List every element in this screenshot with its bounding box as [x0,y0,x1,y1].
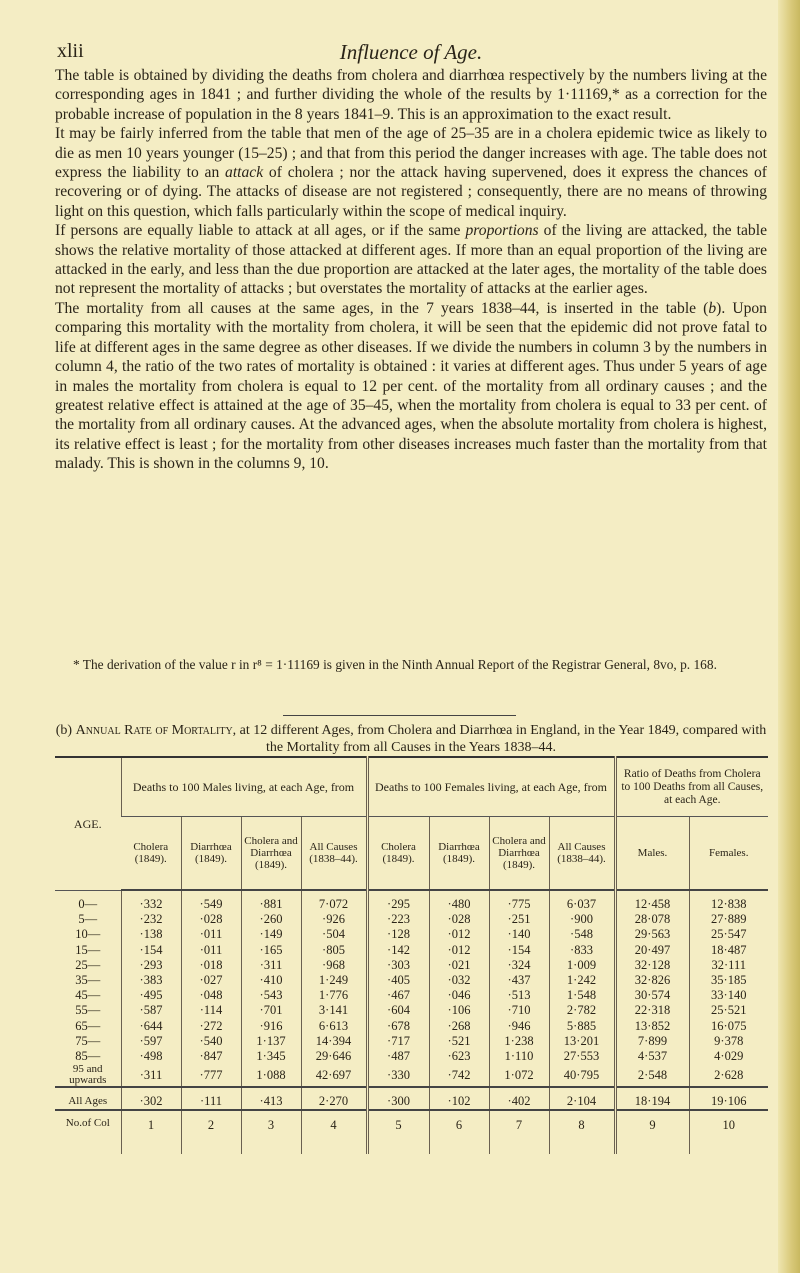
text: The mortality from all causes at the same ages, in the 7 years 1838–44, is inserted in the table ( [55,299,709,317]
paragraph-2 [55,124,767,221]
column-header: Diarrhœa (1849). [429,817,489,891]
table-cell: ·048 [181,988,241,1003]
table-cell: ·012 [429,943,489,958]
table-cell: ·467 [367,988,429,1003]
row-label: No.of Col [55,1110,121,1154]
table-cell: ·311 [241,958,301,973]
table-cell: 29·646 [301,1049,367,1064]
table-cell: 1·249 [301,973,367,988]
table-cell: 30·574 [615,988,689,1003]
table-cell: ·018 [181,958,241,973]
table-cell: ·295 [367,890,429,912]
table-cell: ·710 [489,1003,549,1018]
table-cell: 1·242 [549,973,615,988]
table-cell: ·324 [489,958,549,973]
table-cell: ·805 [301,943,367,958]
table-cell: ·717 [367,1034,429,1049]
table-cell: ·410 [241,973,301,988]
row-label: 0— [78,896,98,911]
table-row [55,1019,768,1034]
table-cell: ·165 [241,943,301,958]
table-cell: ·900 [549,912,615,927]
table-cell: 18·194 [615,1087,689,1110]
table-cell: ·302 [121,1087,181,1110]
table-cell: ·437 [489,973,549,988]
table-row [55,958,768,973]
table-cell: 29·563 [615,927,689,942]
table-row [55,1049,768,1064]
table-cell: ·487 [367,1049,429,1064]
table-cell: 33·140 [689,988,768,1003]
table-cell: 9 [615,1110,689,1154]
table-cell: 20·497 [615,943,689,958]
table-cell: 7 [489,1110,549,1154]
table-caption [55,722,767,756]
table-cell: 7·899 [615,1034,689,1049]
table-cell: ·413 [241,1087,301,1110]
table-cell: ·513 [489,988,549,1003]
text: of cholera ; nor the attack having supervened, does it express the chances of recovering or of dying. The attacks of disease are not registered ; consequently, there are no means of throwing light on this question, which falls particularly within the scope of medical inquiry. [55,164,767,220]
table-cell: ·540 [181,1034,241,1049]
table-row [55,1034,768,1049]
table-cell: 13·201 [549,1034,615,1049]
table-cell: 12·838 [689,890,768,912]
table-cell: ·701 [241,1003,301,1018]
table-cell: 1·345 [241,1049,301,1064]
table-cell: 2·270 [301,1087,367,1110]
mortality-table [55,756,768,1154]
table-cell: ·011 [181,943,241,958]
table-cell: ·128 [367,927,429,942]
table-cell: 32·111 [689,958,768,973]
table-cell: 35·185 [689,973,768,988]
text: ). Upon comparing this mortality with the mortality from cholera, it will be seen that the epidemic did not prove fatal to life at different ages in the same degree as other diseases. If we divide the numbers in column 3 by the numbers in column 4, the ratio of the two rates of mortality is obtained : it varies at different ages. Thus under 5 years of age in males the mortality from cholera is equal to 12 per cent. of the mortality from all ordinary causes ; and the greatest relative effect is attained at the age of 35–45, when the mortality from cholera is equal to 33 per cent. of the mortality from all ordinary causes. At the advanced ages, when the absolute mortality from cholera is highest, its relative effect is least ; for the mortality from other diseases increases much faster than the mortality from that malady. This is shown in the columns 9, 10. [55,299,767,473]
table-cell: ·149 [241,927,301,942]
footnote-text: * The derivation of the value r in r⁸ = 1·11169 is given in the Ninth Annual Report of the Registrar General, 8vo, p. 168. [73,657,717,672]
row-label: 45— [75,988,101,1003]
table-row [55,973,768,988]
text: It may be fairly inferred from the table that men of the age of 25–35 are in a cholera epidemic twice as likely to die as men 10 years younger (15–25) ; and that from this period the danger increases with age. The table does not express the liability to an [55,125,767,182]
table-cell: 28·078 [615,912,689,927]
row-label: 55— [75,1003,101,1018]
table-cell: ·303 [367,958,429,973]
text: If persons are equally liable to attack at all ages, or if the same [55,222,466,240]
table-cell: 12·458 [615,890,689,912]
group-males-header: Deaths to 100 Males living, at each Age, from [121,757,367,817]
table-row [55,890,768,912]
row-label: 95 and upwards [69,1063,107,1087]
table-cell: 27·553 [549,1049,615,1064]
table-cell: 25·547 [689,927,768,942]
table-cell: 2 [181,1110,241,1154]
all-ages-row [55,1087,768,1110]
table-cell: ·604 [367,1003,429,1018]
table-cell: ·142 [367,943,429,958]
table-cell: ·587 [121,1003,181,1018]
body-text [55,66,767,474]
table-cell: ·597 [121,1034,181,1049]
table-cell: 18·487 [689,943,768,958]
table-cell: ·495 [121,988,181,1003]
table-cell: ·405 [367,973,429,988]
table-cell: ·549 [181,890,241,912]
table-cell: ·926 [301,912,367,927]
column-header: Cholera and Diarrhœa (1849). [241,817,301,891]
table-cell: ·775 [489,890,549,912]
row-label: 15— [75,942,101,957]
table-cell: 25·521 [689,1003,768,1018]
table-cell: ·504 [301,927,367,942]
column-header: Females. [689,817,768,891]
table-cell: 40·795 [549,1064,615,1087]
column-header: All Causes (1838–44). [301,817,367,891]
table-cell: ·678 [367,1019,429,1034]
table-cell: 2·548 [615,1064,689,1087]
table-cell: ·916 [241,1019,301,1034]
table-cell: 5 [367,1110,429,1154]
table-cell: ·251 [489,912,549,927]
column-header: Males. [615,817,689,891]
table-cell: 1·072 [489,1064,549,1087]
table-cell: 1 [121,1110,181,1154]
table-cell: ·012 [429,927,489,942]
table-cell: ·881 [241,890,301,912]
table-cell: ·027 [181,973,241,988]
table-cell: ·543 [241,988,301,1003]
table-cell: ·138 [121,927,181,942]
table-cell: ·032 [429,973,489,988]
group-ratio-header: Ratio of Deaths from Cholera to 100 Deaths from all Causes, at each Age. [615,757,768,817]
table-cell: 6 [429,1110,489,1154]
table-cell: 7·072 [301,890,367,912]
table-cell: 4 [301,1110,367,1154]
table-cell: ·232 [121,912,181,927]
group-females-header: Deaths to 100 Females living, at each Age, from [367,757,615,817]
column-header: All Causes (1838–44). [549,817,615,891]
table-cell: 1·238 [489,1034,549,1049]
caption-text: at 12 different Ages, from Cholera and Diarrhœa in England, in the Year 1849, compared with the Mortality from all Causes in the Years 1838–44. [236,723,767,755]
table-cell: ·021 [429,958,489,973]
table-cell: ·293 [121,958,181,973]
table-cell: ·011 [181,927,241,942]
page-edge [778,0,800,1273]
paragraph-1: The table is obtained by dividing the deaths from cholera and diarrhœa respectively by the numbers living at the corresponding ages in 1841 ; and further dividing the whole of the results by 1·11169,* as a correction for the probable increase of population in the 8 years 1841–9. This is an approximation to the exact result. [55,67,767,123]
table-cell: ·154 [489,943,549,958]
age-header: AGE. [55,757,121,890]
paragraph-3 [55,221,767,299]
row-label: All Ages [55,1087,121,1110]
table-cell: 1·776 [301,988,367,1003]
running-title: Influence of Age. [339,40,483,64]
table-cell: ·623 [429,1049,489,1064]
table-cell: ·140 [489,927,549,942]
row-label: 85— [75,1049,101,1064]
emphasis: proportions [465,222,539,240]
caption-label: (b) [55,723,73,738]
table-cell: 2·104 [549,1087,615,1110]
table-cell: 27·889 [689,912,768,927]
table-cell: ·777 [181,1064,241,1087]
table-cell: 22·318 [615,1003,689,1018]
table-cell: 1·088 [241,1064,301,1087]
table-row [55,988,768,1003]
divider [283,715,516,716]
table-cell: 19·106 [689,1087,768,1110]
row-label: 10— [75,927,101,942]
table-cell: 4·029 [689,1049,768,1064]
text: of the living are attacked, the table shows the relative mortality of those attacked at different ages. If more than an equal proportion of the living are attacked in the early, and less than the due proportion are attacked at the later ages, the mortality of the table does not represent the mortality of attacks ; but overstates the mortality of attacks at the earlier ages. [55,222,767,298]
table-cell: ·480 [429,890,489,912]
footnote [55,656,767,673]
table-cell: ·046 [429,988,489,1003]
table-cell: ·968 [301,958,367,973]
table-cell: 3 [241,1110,301,1154]
table-cell: ·223 [367,912,429,927]
table-cell: 32·826 [615,973,689,988]
table-cell: ·847 [181,1049,241,1064]
table-cell: 1·009 [549,958,615,973]
column-header: Cholera and Diarrhœa (1849). [489,817,549,891]
table-cell: ·548 [549,927,615,942]
table-cell: 1·137 [241,1034,301,1049]
table-row [55,943,768,958]
paragraph-4 [55,299,767,474]
row-label: 25— [75,957,101,972]
table-cell: ·260 [241,912,301,927]
table-row [55,1064,768,1087]
table-cell: ·742 [429,1064,489,1087]
table-cell: ·946 [489,1019,549,1034]
table-cell: ·330 [367,1064,429,1087]
table-cell: 1·548 [549,988,615,1003]
table-cell: ·268 [429,1019,489,1034]
table-cell: 6·037 [549,890,615,912]
column-header: Cholera (1849). [121,817,181,891]
row-label: 35— [75,973,101,988]
table-cell: 8 [549,1110,615,1154]
table-cell: ·402 [489,1087,549,1110]
table-cell: 16·075 [689,1019,768,1034]
table-cell: 1·110 [489,1049,549,1064]
table-cell: 42·697 [301,1064,367,1087]
table-cell: ·300 [367,1087,429,1110]
table-cell: ·106 [429,1003,489,1018]
table-cell: 14·394 [301,1034,367,1049]
table-cell: 2·628 [689,1064,768,1087]
table-cell: ·154 [121,943,181,958]
table-cell: ·833 [549,943,615,958]
table-row [55,927,768,942]
table-cell: 9·378 [689,1034,768,1049]
row-label: 75— [75,1033,101,1048]
column-number-row [55,1110,768,1154]
table-cell: 6·613 [301,1019,367,1034]
table-cell: ·272 [181,1019,241,1034]
table-cell: ·644 [121,1019,181,1034]
table-cell: ·311 [121,1064,181,1087]
column-header: Diarrhœa (1849). [181,817,241,891]
emphasis: b [708,299,717,317]
emphasis: attack [225,164,264,182]
table-cell: 10 [689,1110,768,1154]
row-label: 65— [75,1018,101,1033]
table-cell: ·498 [121,1049,181,1064]
caption-title: Annual Rate of Mortality, [75,723,237,738]
table-cell: ·332 [121,890,181,912]
table-cell: 2·782 [549,1003,615,1018]
row-label: 5— [78,912,98,927]
table-cell: 32·128 [615,958,689,973]
table-cell: ·028 [429,912,489,927]
table-cell: ·521 [429,1034,489,1049]
table-cell: ·028 [181,912,241,927]
table-cell: ·102 [429,1087,489,1110]
table-cell: 4·537 [615,1049,689,1064]
table-cell: 13·852 [615,1019,689,1034]
table-cell: 3·141 [301,1003,367,1018]
page-number: xlii [57,40,84,62]
table-row [55,1003,768,1018]
column-header: Cholera (1849). [367,817,429,891]
table-cell: ·383 [121,973,181,988]
table-cell: ·111 [181,1087,241,1110]
table-cell: 5·885 [549,1019,615,1034]
table-row [55,912,768,927]
table-cell: ·114 [181,1003,241,1018]
